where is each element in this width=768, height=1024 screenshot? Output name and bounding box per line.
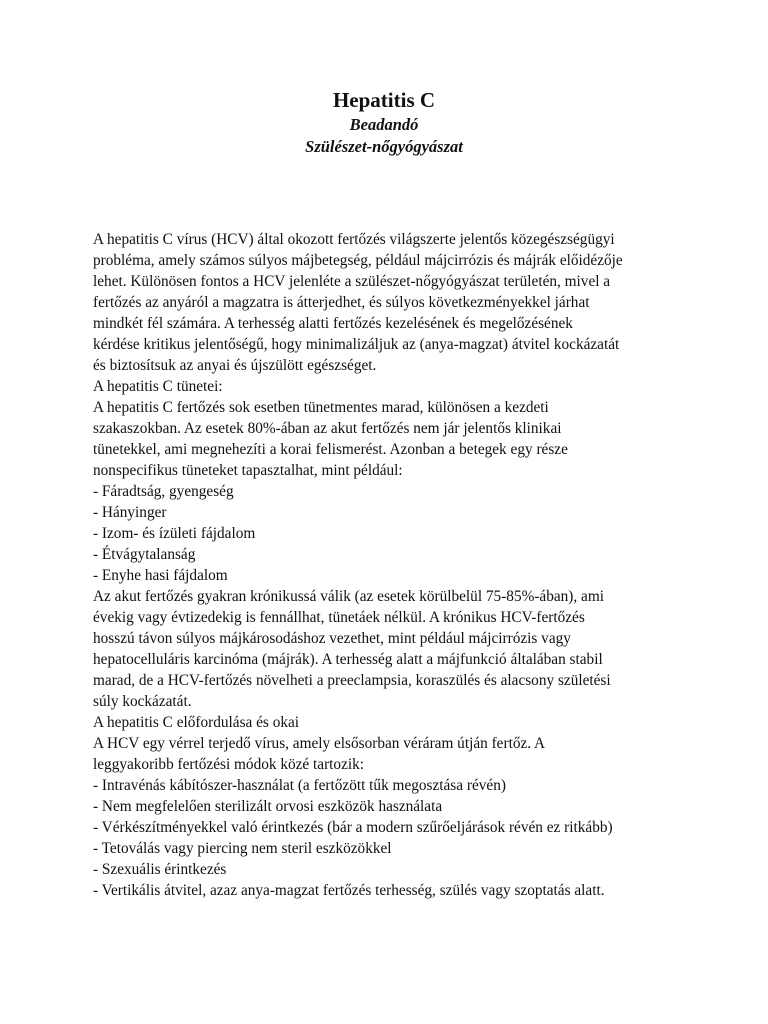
text-line: fertőzés az anyáról a magzatra is átterjedhet, és súlyos következményekkel járhat bbox=[93, 294, 590, 311]
list-item: - Szexuális érintkezés bbox=[93, 861, 227, 878]
text-line: mindkét fél számára. A terhesség alatti fertőzés kezelésének és megelőzésének bbox=[93, 315, 573, 332]
text-line: nonspecifikus tüneteket tapasztalhat, mint például: bbox=[93, 462, 403, 479]
document-title: Hepatitis C bbox=[332, 88, 436, 112]
text-line: probléma, amely számos súlyos májbetegség, például májcirrózis és májrák előidézője bbox=[93, 252, 623, 269]
list-item: - Izom- és ízületi fájdalom bbox=[93, 525, 256, 542]
text-line: lehet. Különösen fontos a HCV jelenléte a szülészet-nőgyógyászat területén, mivel a bbox=[93, 273, 611, 290]
list-item: - Hányinger bbox=[93, 504, 167, 521]
text-line: marad, de a HCV-fertőzés növelheti a preeclampsia, koraszülés és alacsony születési bbox=[93, 672, 611, 689]
list-item: - Fáradtság, gyengeség bbox=[93, 483, 234, 500]
text-line: tünetekkel, ami megnehezíti a korai felismerést. Azonban a betegek egy része bbox=[93, 441, 568, 458]
text-line: hosszú távon súlyos májkárosodáshoz vezethet, mint például májcirrózis vagy bbox=[93, 630, 571, 647]
list-item: - Enyhe hasi fájdalom bbox=[93, 567, 228, 584]
text-line: A HCV egy vérrel terjedő vírus, amely elsősorban véráram útján fertőz. A bbox=[93, 735, 546, 752]
section-heading-symptoms: A hepatitis C tünetei: bbox=[93, 378, 223, 395]
text-line: és biztosítsuk az anyai és újszülött egészséget. bbox=[93, 357, 377, 374]
text-line: Az akut fertőzés gyakran krónikussá válik (az esetek körülbelül 75-85%-ában), ami bbox=[93, 588, 604, 605]
list-item: - Intravénás kábítószer-használat (a fertőzött tűk megosztása révén) bbox=[93, 777, 506, 794]
list-item: - Vertikális átvitel, azaz anya-magzat fertőzés terhesség, szülés vagy szoptatás alatt. bbox=[93, 882, 605, 899]
text-line: évekig vagy évtizedekig is fennállhat, tünetáek nélkül. A krónikus HCV-fertőzés bbox=[93, 609, 585, 626]
document-subtitle-assignment: Beadandó bbox=[349, 115, 419, 134]
text-line: leggyakoribb fertőzési módok közé tartozik: bbox=[93, 756, 365, 773]
list-item: - Nem megfelelően sterilizált orvosi eszközök használata bbox=[93, 798, 443, 815]
text-line: szakaszokban. Az esetek 80%-ában az akut fertőzés nem jár jelentős klinikai bbox=[93, 420, 562, 437]
section-heading-occurrence: A hepatitis C előfordulása és okai bbox=[93, 714, 300, 731]
document-body bbox=[93, 229, 683, 901]
text-line: A hepatitis C fertőzés sok esetben tünetmentes marad, különösen a kezdeti bbox=[93, 399, 549, 416]
text-line: kérdése kritikus jelentőségű, hogy minimalizáljuk az (anya-magzat) átvitel kockázatát bbox=[93, 336, 620, 353]
document-header bbox=[0, 86, 768, 158]
document-subtitle-department: Szülészet-nőgyógyászat bbox=[305, 137, 463, 156]
list-item: - Tetoválás vagy piercing nem steril eszközökkel bbox=[93, 840, 392, 857]
text-line: A hepatitis C vírus (HCV) által okozott fertőzés világszerte jelentős közegészségügyi bbox=[93, 231, 615, 248]
list-item: - Étvágytalanság bbox=[93, 546, 196, 563]
text-line: súly kockázatát. bbox=[93, 693, 192, 710]
text-line: hepatocelluláris karcinóma (májrák). A terhesség alatt a májfunkció általában stabil bbox=[93, 651, 603, 668]
list-item: - Vérkészítményekkel való érintkezés (bár a modern szűrőeljárások révén ez ritkább) bbox=[93, 819, 613, 836]
